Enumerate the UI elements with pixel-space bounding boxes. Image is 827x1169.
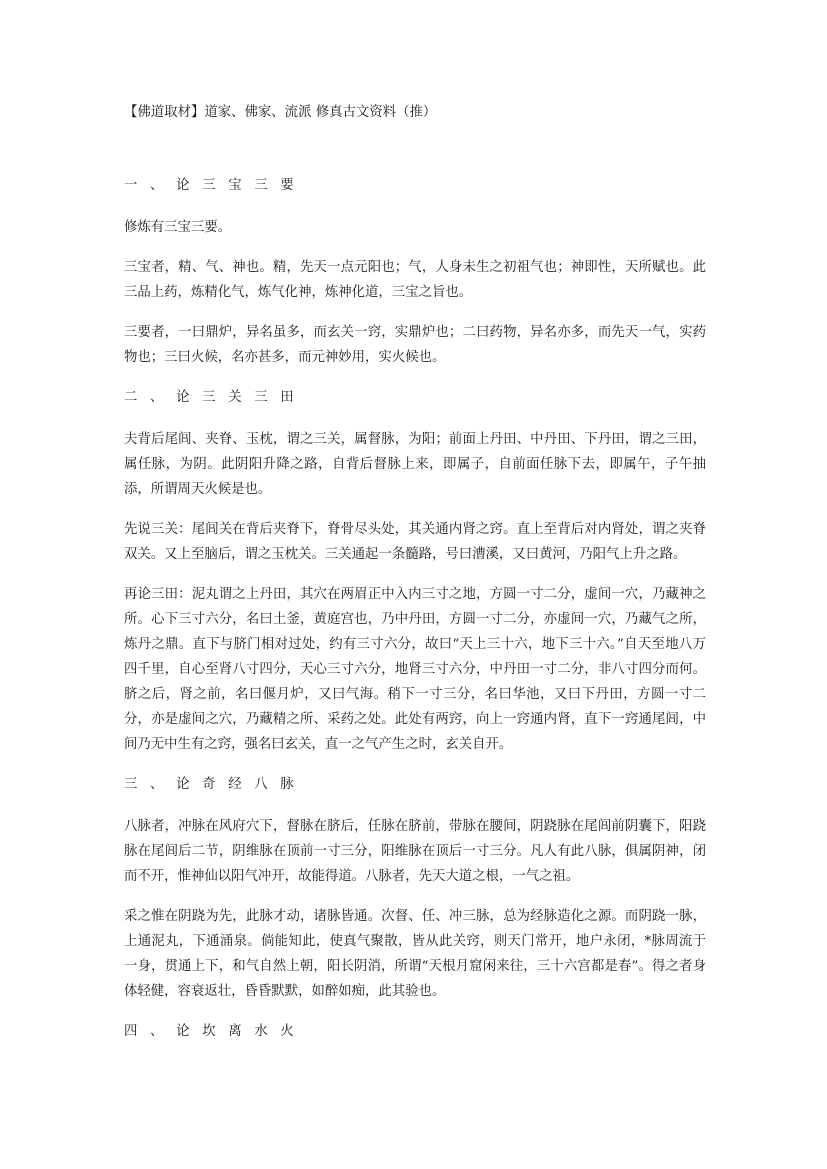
document-page <box>124 100 706 1061</box>
paragraph: 夫背后尾闾、夹脊、玉枕，谓之三关，属督脉，为阳；前面上丹田、中丹田、下丹田，谓之三田，属任脉，为阴。此阴阳升降之路，自背后督脉上来，即属子，自前面任脉下去，即属午，子午抽添，所谓周天火候是也。 <box>124 432 706 497</box>
section-heading: 一 、 论 三 宝 三 要 <box>124 178 298 193</box>
paragraph: 修炼有三宝三要。 <box>124 220 232 235</box>
paragraph: 三宝者，精、气、神也。精，先天一点元阳也；气，人身未生之初祖气也；神即性，天所赋也。此三品上药，炼精化气，炼气化神，炼神化道，三宝之旨也。 <box>124 260 706 300</box>
paragraph: 先说三关：尾闾关在背后夹脊下，脊骨尽头处，其关通内肾之窍。直上至背后对内肾处，谓之夹脊双关。又上至脑后，谓之玉枕关。三关通起一条髓路，号曰漕溪，又曰黄河，乃阳气上升之路。 <box>124 522 706 562</box>
section-kanli <box>124 1019 706 1044</box>
section-heading: 四 、 论 坎 离 水 火 <box>124 1024 298 1039</box>
paragraph: 采之惟在阴跷为先，此脉才动，诸脉皆通。次督、任、冲三脉，总为经脉造化之源。而阴跷一脉，上通泥丸，下通涌泉。倘能知此，使真气聚散，皆从此关窍，则天门常开，地户永闭，*脉周流于一身，贯通上下，和气自然上朝，阳长阴消，所谓“天根月窟闲来往，三十六宫都是春”。得之者身体轻健，容衰返壮，昏昏默默，如醉如痴，此其验也。 <box>124 909 706 999</box>
section-heading: 三 、 论 奇 经 八 脉 <box>124 777 298 792</box>
document-title: 【佛道取材】道家、佛家、流派 修真古文资料（推） <box>124 105 437 120</box>
section-sanbao <box>124 173 706 370</box>
paragraph: 再论三田：泥丸谓之上丹田，其穴在两眉正中入内三寸之地，方圆一寸二分，虚间一穴，乃藏神之所。心下三寸六分，名曰土釜，黄庭宫也，乃中丹田，方圆一寸二分，亦虚间一穴，乃藏气之所，炼丹之鼎。直下与脐门相对过处，约有三寸六分，故曰“天上三十六，地下三十六。”自天至地八万四千里，自心至肾八寸四分，天心三寸六分，地肾三寸六分，中丹田一寸二分，非八寸四分而何。脐之后，肾之前，名曰偃月炉，又曰气海。稍下一寸三分，名曰华池，又曰下丹田，方圆一寸二分，亦是虚间之穴，乃藏精之所、采药之处。此处有两窍，向上一窍通内肾，直下一窍通尾闾，中间乃无中生有之窍，强名曰玄关，直一之气产生之时，玄关自开。 <box>124 587 706 752</box>
section-heading: 二 、 论 三 关 三 田 <box>124 390 298 405</box>
paragraph: 八脉者，冲脉在风府穴下，督脉在脐后，任脉在脐前，带脉在腰间，阴跷脉在尾闾前阴囊下，阳跷脉在尾闾后二节，阴维脉在顶前一寸三分，阳维脉在顶后一寸三分。凡人有此八脉，俱属阴神，闭而不开，惟神仙以阳气冲开，故能得道。八脉者，先天大道之根，一气之祖。 <box>124 819 706 884</box>
section-sanguan <box>124 385 706 757</box>
paragraph: 三要者，一曰鼎炉，异名虽多，而玄关一窍，实鼎炉也；二曰药物，异名亦多，而先天一气，实药物也；三曰火候，名亦甚多，而元神妙用，实火候也。 <box>124 325 706 365</box>
section-bamai <box>124 772 706 1004</box>
